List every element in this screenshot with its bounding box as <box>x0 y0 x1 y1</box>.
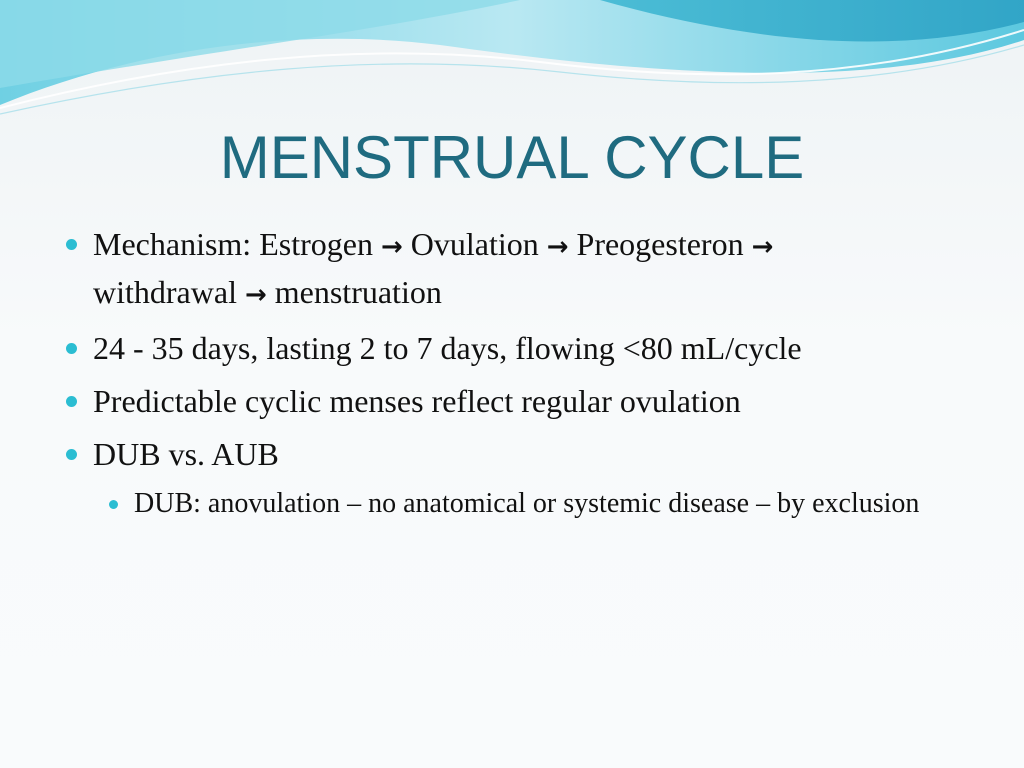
mechanism-text-5: menstruation <box>266 274 442 310</box>
bullet-cycle-length <box>64 326 964 371</box>
arrow-right-icon: → <box>244 280 267 310</box>
header-wave-decoration <box>0 0 1024 130</box>
sub-bullet-dot <box>109 500 118 509</box>
bullet-mechanism <box>64 222 964 318</box>
arrow-right-icon: → <box>751 232 774 262</box>
bullet-dub-vs-aub <box>64 432 964 477</box>
slide-title: MENSTRUAL CYCLE <box>219 124 805 191</box>
bullet-list <box>64 222 964 525</box>
sub-bullet-text: DUB: anovulation – no anatomical or systemic disease – by exclusion <box>134 488 920 519</box>
arrow-right-icon: → <box>546 232 569 262</box>
sub-bullet-dub <box>105 483 934 525</box>
bullet-text: DUB vs. AUB <box>93 436 279 472</box>
bullet-text: 24 - 35 days, lasting 2 to 7 days, flowing <80 mL/cycle <box>93 330 802 366</box>
bullet-predictable <box>64 379 964 424</box>
bullet-dot <box>66 239 77 250</box>
bullet-text: Predictable cyclic menses reflect regular ovulation <box>93 383 741 419</box>
bullet-dot <box>66 449 77 460</box>
mechanism-text-2: Ovulation <box>402 226 547 262</box>
arrow-right-icon: → <box>380 232 403 262</box>
bullet-dot <box>66 343 77 354</box>
bullet-dot <box>66 396 77 407</box>
mechanism-text-4: withdrawal <box>93 274 245 310</box>
mechanism-text-3: Preogesteron <box>568 226 752 262</box>
mechanism-text-1: Mechanism: Estrogen <box>93 226 381 262</box>
